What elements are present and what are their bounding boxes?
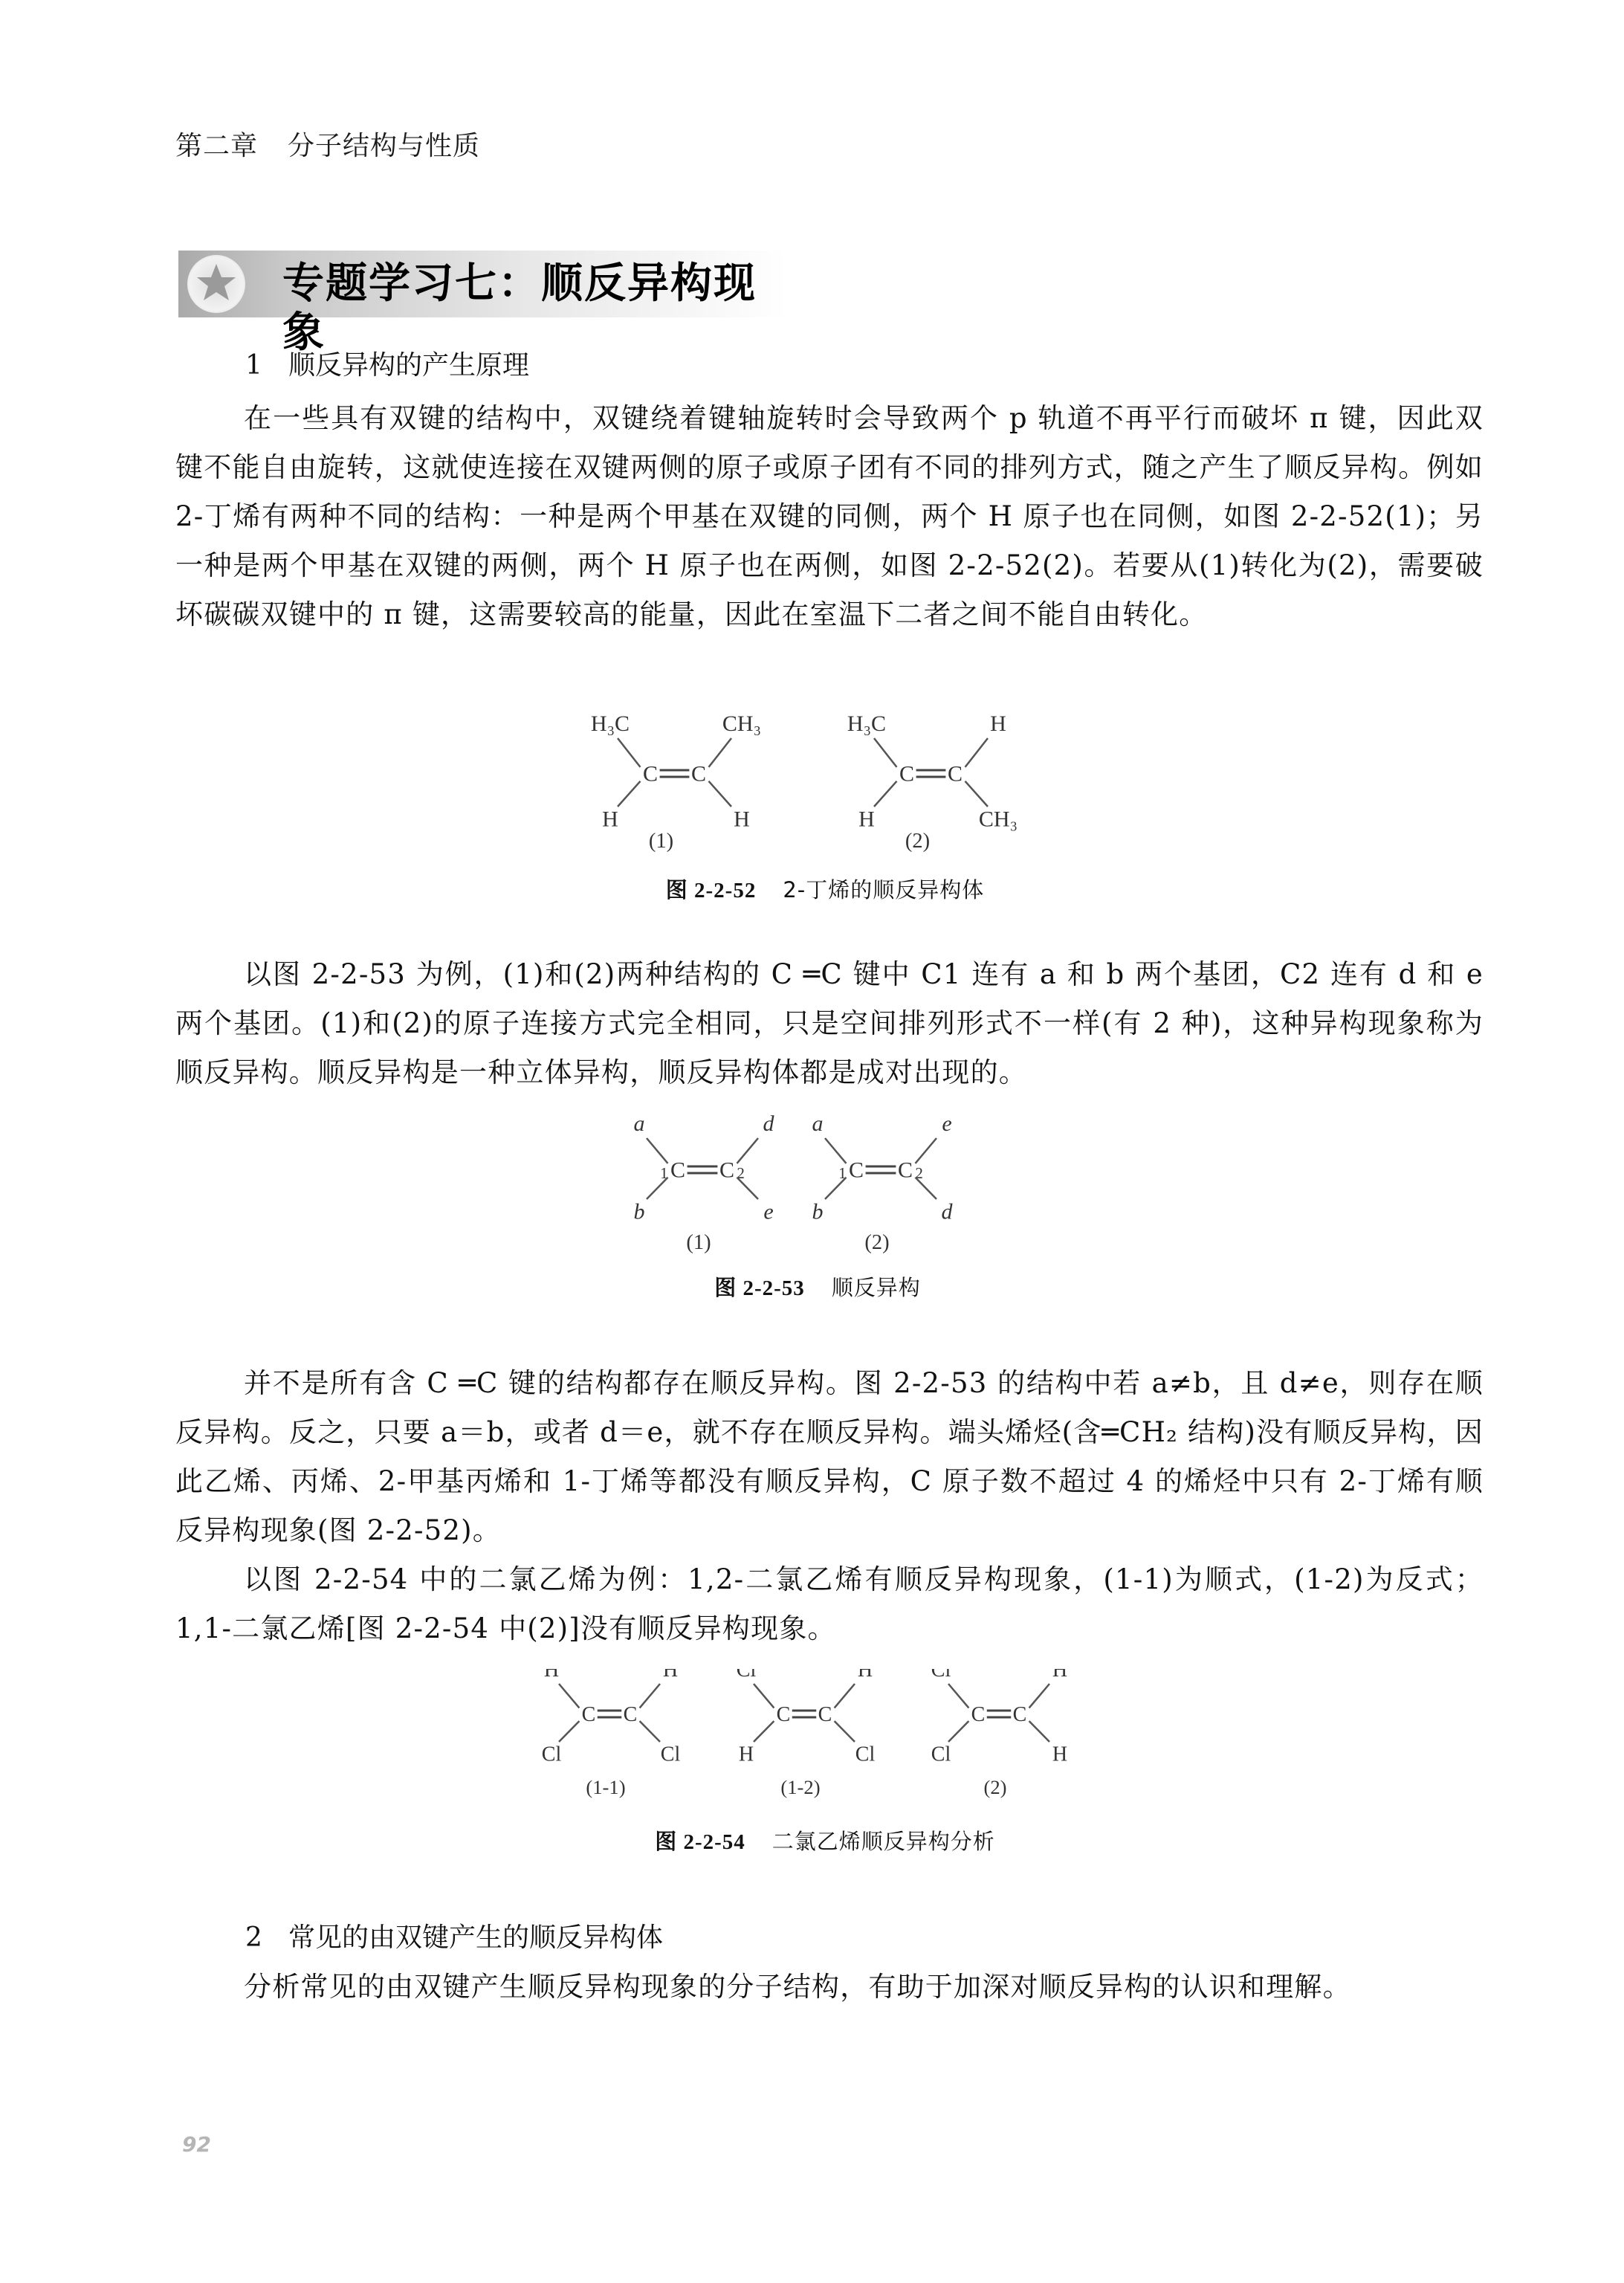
- paragraph: 分析常见的由双键产生顺反异构现象的分子结构，有助于加深对顺反异构的认识和理解。: [244, 1971, 1351, 2003]
- single-bond-line: [647, 1138, 668, 1163]
- single-bond-line: [916, 1138, 937, 1163]
- carbon-atom: C: [690, 761, 707, 787]
- figure-2-2-52-drawing: [580, 703, 1070, 866]
- structure: [591, 711, 761, 853]
- star-icon: [187, 255, 245, 313]
- single-bond-line: [825, 1178, 847, 1199]
- single-bond-line: [709, 781, 732, 807]
- figure-2-2-52: [580, 703, 1070, 869]
- section-title: 顺反异构的产生原理: [288, 350, 530, 381]
- single-bond-line: [948, 1721, 968, 1742]
- single-bond-line: [618, 738, 641, 767]
- section-title: 常见的由双键产生的顺反异构体: [288, 1922, 664, 1953]
- substituent-label: Cl: [736, 1669, 757, 1682]
- substituent-label: d: [763, 1111, 774, 1136]
- figure-caption: [580, 874, 1070, 904]
- substituent-label: Cl: [931, 1669, 951, 1682]
- running-head: [175, 125, 480, 163]
- single-bond-line: [965, 781, 989, 807]
- substituent-label: H: [734, 807, 750, 832]
- single-bond-line: [640, 1721, 660, 1742]
- paragraph: 在一些具有双键的结构中，双键绕着键轴旋转时会导致两个 p 轨道不再平行而破坏 π 键，因此双键不能自由旋转，这就使连接在双键两侧的原子或原子团有不同的排列方式，随之产生了顺反异构。例如 2-丁烯有两种不同的结构：一种是两个甲基在双键的同侧，两个 H 原子也在同侧，如图 2-2-52(1)；另一种是两个甲基在双键的两侧，两个 H 原子也在两侧，如图 2-2-52(2)。若要从(1)转化为(2)，需要破坏碳碳双键中的 π 键，这需要较高的能量，因此在室温下二者之间不能自由转化。: [175, 402, 1484, 630]
- substituent-label: Cl: [931, 1743, 951, 1766]
- structure: [737, 1669, 876, 1798]
- single-bond-line: [835, 1721, 855, 1742]
- section-number: 2: [245, 1922, 262, 1953]
- section-heading-2: [245, 1917, 663, 1954]
- figure-2-2-53: [617, 1111, 1018, 1263]
- substituent-label: H₃C: [847, 711, 887, 736]
- single-bond-line: [825, 1138, 847, 1163]
- isomer-label: (1): [648, 830, 674, 853]
- structure: [847, 711, 1018, 853]
- substituent-label: H₃C: [590, 711, 630, 736]
- substituent-label: H: [662, 1669, 679, 1682]
- single-bond-line: [948, 1684, 968, 1708]
- single-bond-line: [640, 1684, 660, 1708]
- structure: [812, 1111, 954, 1254]
- carbon-atom: C: [719, 1157, 735, 1183]
- isomer-label: (1-1): [586, 1776, 626, 1798]
- carbon-atom: C: [947, 761, 963, 787]
- substituent-label: H: [602, 807, 618, 832]
- structure: [634, 1111, 775, 1254]
- substituent-label: Cl: [660, 1743, 681, 1766]
- single-bond-line: [709, 738, 732, 767]
- single-bond-line: [1029, 1684, 1049, 1708]
- single-bond-line: [559, 1721, 579, 1742]
- carbon-atom: C: [818, 1702, 832, 1726]
- carbon-atom: C: [642, 761, 659, 787]
- substituent-label: a: [812, 1111, 824, 1136]
- single-bond-line: [647, 1178, 668, 1199]
- substituent-label: e: [942, 1111, 952, 1136]
- carbon-atom: C: [581, 1702, 596, 1726]
- single-bond-line: [835, 1684, 855, 1708]
- figure-2-2-54: [535, 1669, 1115, 1821]
- section-number: 1: [245, 350, 262, 381]
- paragraph: 以图 2-2-54 中的二氯乙烯为例：1,2-二氯乙烯有顺反异构现象，(1-1)为顺式，(1-2)为反式；1,1-二氯乙烯[图 2-2-54 中(2)]没有顺反异构现象。: [175, 1563, 1484, 1644]
- paragraph: 以图 2-2-53 为例，(1)和(2)两种结构的 C ═C 键中 C1 连有 a 和 b 两个基团，C2 连有 d 和 e 两个基团。(1)和(2)的原子连接方式完全相同，只是空间排列形式不一样(有 2 种)，这种异构现象称为顺反异构。顺反异构是一种立体异构，顺反异构体都是成对出现的。: [175, 958, 1484, 1088]
- isomer-label: (1): [686, 1231, 711, 1254]
- figure-caption: [535, 1825, 1115, 1856]
- substituent-label: CH₃: [722, 711, 762, 736]
- chapter-label: 第二章: [175, 131, 259, 161]
- substituent-label: CH₃: [978, 807, 1018, 832]
- substituent-label: Cl: [541, 1743, 562, 1766]
- caption-number: 图 2-2-53: [714, 1276, 805, 1300]
- caption-text: 2-丁烯的顺反异构体: [783, 877, 985, 902]
- substituent-label: e: [763, 1199, 774, 1224]
- carbon-atom: C: [1012, 1702, 1027, 1726]
- figure-caption: [617, 1271, 1018, 1302]
- figure-2-2-54-drawing: [535, 1669, 1115, 1818]
- section-heading-1: [245, 344, 529, 382]
- substituent-label: H: [857, 1669, 873, 1682]
- substituent-label: H: [738, 1743, 754, 1766]
- banner-title: 专题学习七：顺反异构现象: [282, 259, 757, 357]
- isomer-label: (2): [905, 830, 931, 853]
- single-bond-line: [916, 1178, 937, 1199]
- single-bond-line: [737, 1138, 759, 1163]
- carbon-atom: C: [971, 1702, 986, 1726]
- carbon-atom: C: [848, 1157, 864, 1183]
- caption-text: 顺反异构: [831, 1275, 921, 1300]
- substituent-label: H: [858, 807, 875, 832]
- paragraph: 并不是所有含 C ═C 键的结构都存在顺反异构。图 2-2-53 的结构中若 a≠b，且 d≠e，则存在顺反异构。反之，只要 a＝b，或者 d＝e，就不存在顺反异构。端头烯烃(含═CH₂ 结构)没有顺反异构，因此乙烯、丙烯、2-甲基丙烯和 1-丁烯等都没有顺反异构，C 原子数不超过 4 的烯烃中只有 2-丁烯有顺反异构现象(图 2-2-52)。: [175, 1367, 1484, 1546]
- single-bond-line: [965, 738, 989, 767]
- page-number: 92: [182, 2132, 211, 2157]
- caption-number: 图 2-2-54: [655, 1830, 745, 1854]
- single-bond-line: [754, 1684, 774, 1708]
- structure: [931, 1669, 1067, 1798]
- single-bond-line: [754, 1721, 774, 1742]
- carbon-number: 2: [915, 1164, 923, 1182]
- substituent-label: d: [941, 1199, 953, 1224]
- substituent-label: a: [633, 1111, 645, 1136]
- chapter-title: 分子结构与性质: [288, 131, 481, 161]
- isomer-label: (2): [983, 1776, 1007, 1798]
- substituent-label: b: [812, 1199, 824, 1224]
- carbon-atom: C: [776, 1702, 791, 1726]
- single-bond-line: [618, 781, 641, 807]
- single-bond-line: [737, 1178, 759, 1199]
- single-bond-line: [1029, 1721, 1049, 1742]
- isomer-label: (1-2): [780, 1776, 821, 1798]
- substituent-label: H: [1052, 1743, 1068, 1766]
- substituent-label: H: [543, 1669, 560, 1682]
- figure-2-2-53-drawing: [617, 1111, 1018, 1260]
- carbon-atom: C: [623, 1702, 638, 1726]
- single-bond-line: [874, 738, 897, 767]
- carbon-atom: C: [897, 1157, 913, 1183]
- substituent-label: b: [633, 1199, 645, 1224]
- caption-text: 二氯乙烯顺反异构分析: [771, 1829, 995, 1854]
- substituent-label: H: [1052, 1669, 1068, 1682]
- carbon-number: 1: [660, 1164, 668, 1182]
- isomer-label: (2): [864, 1231, 890, 1254]
- substituent-label: H: [990, 711, 1006, 736]
- topic-banner: [178, 251, 788, 357]
- carbon-atom: C: [670, 1157, 686, 1183]
- carbon-number: 1: [838, 1164, 847, 1182]
- carbon-atom: C: [899, 761, 915, 787]
- single-bond-line: [874, 781, 897, 807]
- structure: [542, 1669, 681, 1798]
- substituent-label: Cl: [855, 1743, 876, 1766]
- caption-number: 图 2-2-52: [665, 879, 757, 902]
- single-bond-line: [559, 1684, 579, 1708]
- carbon-number: 2: [737, 1164, 745, 1182]
